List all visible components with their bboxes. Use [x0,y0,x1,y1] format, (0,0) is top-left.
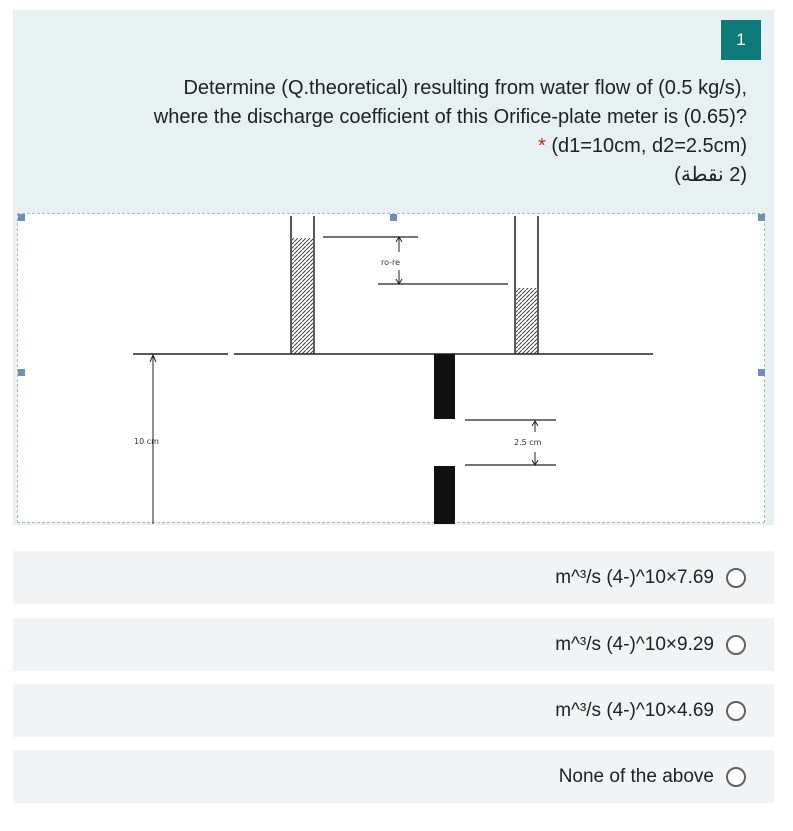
radio-button[interactable] [726,568,746,588]
orifice-diagram-svg [18,214,766,524]
option-4-label: None of the above [558,765,714,787]
option-2-label: m^³/s (4-)^10×9.29 [555,633,714,655]
orifice-diagram-image [17,213,765,523]
manometer-fluid-left [292,238,313,354]
handle-ml[interactable] [18,369,25,376]
option-2[interactable] [13,618,774,671]
handle-tc[interactable] [390,214,397,221]
question-line-1: Determine (Q.theoretical) resulting from water flow of (0.5 kg/s), [183,77,747,99]
question-number-badge: 1 [721,20,761,60]
handle-tl[interactable] [18,214,25,221]
option-1[interactable] [13,551,774,604]
label-d1: 10 cm [134,437,159,446]
option-4[interactable] [13,750,774,803]
option-3[interactable] [13,684,774,737]
radio-button[interactable] [726,635,746,655]
label-d2: 2.5 cm [514,438,542,447]
question-line-2: where the discharge coefficient of this Orifice-plate meter is (0.65)? [153,106,747,128]
question-points: (2 نقطة) [674,164,747,186]
option-1-label: m^³/s (4-)^10×7.69 [555,566,714,588]
radio-button[interactable] [726,767,746,787]
orifice-plate-bottom [434,466,455,524]
orifice-plate-top [434,354,455,419]
handle-tr[interactable] [758,214,765,221]
question-text [47,74,747,190]
question-line-3 [47,132,747,161]
manometer-fluid-right [516,288,537,354]
option-3-label: m^³/s (4-)^10×4.69 [555,699,714,721]
question-dimensions: (d1=10cm, d2=2.5cm) [551,135,747,157]
required-asterisk: * [537,135,546,157]
label-head-diff: ro-re [381,258,401,267]
radio-button[interactable] [726,701,746,721]
handle-mr[interactable] [758,369,765,376]
